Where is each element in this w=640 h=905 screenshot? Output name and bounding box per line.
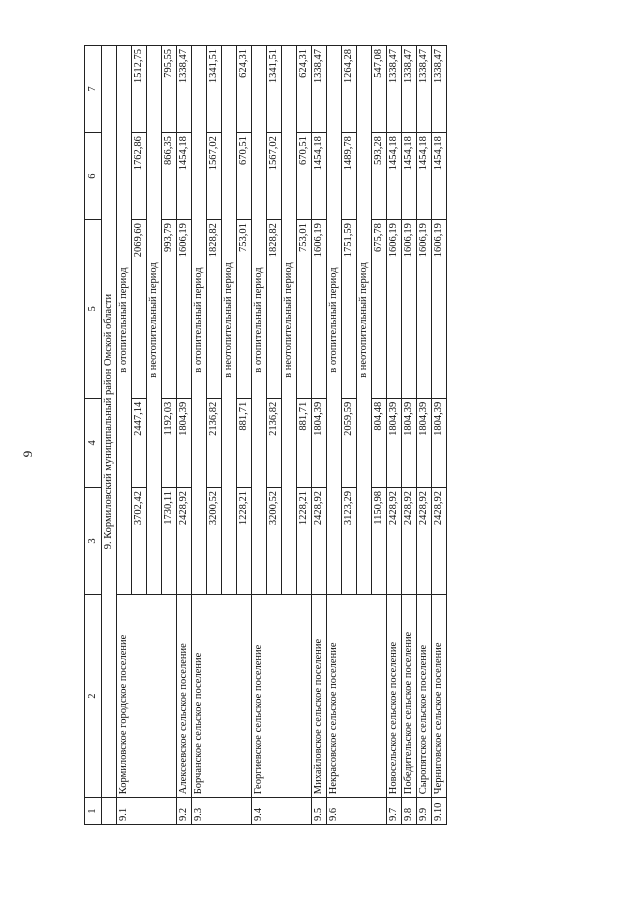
table-row — [117, 46, 132, 825]
row-name: Сыропятское сельское поселение — [417, 595, 432, 798]
value-cell: 881,71 — [297, 398, 312, 487]
row-name: Победительское сельское поселение — [402, 595, 417, 798]
value-cell: 2136,82 — [207, 398, 222, 487]
table-row — [252, 46, 267, 825]
value-cell: 1751,59 — [342, 220, 357, 399]
value-cell: 1828,82 — [267, 220, 282, 399]
value-cell: 1454,18 — [177, 133, 192, 220]
value-cell: 2428,92 — [177, 487, 192, 594]
period-label-nonheating: в неотопительный период — [282, 46, 297, 595]
row-name: Некрасовское сельское поселение — [327, 595, 387, 798]
header-cell: 2 — [85, 595, 102, 798]
period-label-nonheating: в неотопительный период — [147, 46, 162, 595]
value-cell: 2428,92 — [432, 487, 447, 594]
value-cell: 1454,18 — [402, 133, 417, 220]
value-cell: 3123,29 — [342, 487, 357, 594]
section-row — [102, 46, 117, 825]
period-label-nonheating: в неотопительный период — [357, 46, 372, 595]
row-index: 9.6 — [327, 798, 387, 825]
table-row — [312, 46, 327, 825]
value-cell: 1606,19 — [402, 220, 417, 399]
value-cell: 1804,39 — [432, 398, 447, 487]
value-cell: 624,31 — [297, 46, 312, 133]
value-cell: 1804,39 — [387, 398, 402, 487]
header-cell: 4 — [85, 398, 102, 487]
row-index: 9.9 — [417, 798, 432, 825]
value-cell: 1338,47 — [312, 46, 327, 133]
value-cell: 1228,21 — [237, 487, 252, 594]
row-name: Борчанское сельское поселение — [192, 595, 252, 798]
value-cell: 1454,18 — [432, 133, 447, 220]
header-row — [85, 46, 102, 825]
value-cell: 1804,39 — [402, 398, 417, 487]
value-cell: 1454,18 — [417, 133, 432, 220]
row-name: Черниговское сельское поселение — [432, 595, 447, 798]
value-cell: 2069,60 — [132, 220, 147, 399]
table-row — [177, 46, 192, 825]
rotated-table-container — [84, 45, 554, 825]
value-cell: 1804,39 — [177, 398, 192, 487]
row-name: Кормиловское городское поселение — [117, 595, 177, 798]
value-cell: 1338,47 — [387, 46, 402, 133]
value-cell: 1338,47 — [417, 46, 432, 133]
table-row — [432, 46, 447, 825]
value-cell: 1338,47 — [177, 46, 192, 133]
value-cell: 670,51 — [237, 133, 252, 220]
row-index: 9.7 — [387, 798, 402, 825]
value-cell: 2447,14 — [132, 398, 147, 487]
value-cell: 1606,19 — [417, 220, 432, 399]
value-cell: 1228,21 — [297, 487, 312, 594]
value-cell: 1338,47 — [402, 46, 417, 133]
table-row — [327, 46, 342, 825]
page-number: 9 — [20, 450, 35, 458]
header-cell: 7 — [85, 46, 102, 133]
value-cell: 1489,78 — [342, 133, 357, 220]
value-cell: 1828,82 — [207, 220, 222, 399]
value-cell: 1338,47 — [432, 46, 447, 133]
value-cell: 2428,92 — [387, 487, 402, 594]
table-row — [417, 46, 432, 825]
section-title: 9. Кормиловский муниципальный район Омской области — [102, 46, 117, 798]
period-label-nonheating: в неотопительный период — [222, 46, 237, 595]
value-cell: 1567,02 — [207, 133, 222, 220]
value-cell: 1150,98 — [372, 487, 387, 594]
row-index: 9.5 — [312, 798, 327, 825]
value-cell: 753,01 — [297, 220, 312, 399]
value-cell: 3200,52 — [267, 487, 282, 594]
row-index: 9.3 — [192, 798, 252, 825]
value-cell: 804,48 — [372, 398, 387, 487]
value-cell: 2428,92 — [402, 487, 417, 594]
value-cell: 1341,51 — [267, 46, 282, 133]
value-cell: 993,79 — [162, 220, 177, 399]
row-name: Алексеевское сельское поселение — [177, 595, 192, 798]
row-index: 9.8 — [402, 798, 417, 825]
value-cell: 1454,18 — [312, 133, 327, 220]
value-cell: 1804,39 — [312, 398, 327, 487]
tariff-table — [84, 45, 447, 825]
table-body — [85, 46, 447, 825]
value-cell: 2059,59 — [342, 398, 357, 487]
value-cell: 866,35 — [162, 133, 177, 220]
value-cell: 2136,82 — [267, 398, 282, 487]
value-cell: 1454,18 — [387, 133, 402, 220]
period-label-heating: в отопительный период — [192, 46, 207, 595]
value-cell: 1512,75 — [132, 46, 147, 133]
table-row — [402, 46, 417, 825]
value-cell: 2428,92 — [417, 487, 432, 594]
value-cell: 881,71 — [237, 398, 252, 487]
row-index: 9.4 — [252, 798, 312, 825]
value-cell: 670,51 — [297, 133, 312, 220]
header-cell: 1 — [85, 798, 102, 825]
value-cell: 593,28 — [372, 133, 387, 220]
value-cell: 1606,19 — [432, 220, 447, 399]
header-cell: 3 — [85, 487, 102, 594]
value-cell: 1730,11 — [162, 487, 177, 594]
header-cell: 5 — [85, 220, 102, 399]
value-cell: 675,78 — [372, 220, 387, 399]
value-cell: 547,08 — [372, 46, 387, 133]
value-cell: 1192,03 — [162, 398, 177, 487]
table-row — [387, 46, 402, 825]
value-cell: 753,01 — [237, 220, 252, 399]
value-cell: 795,55 — [162, 46, 177, 133]
period-label-heating: в отопительный период — [117, 46, 132, 595]
value-cell: 1341,51 — [207, 46, 222, 133]
value-cell: 1567,02 — [267, 133, 282, 220]
section-index-cell — [102, 798, 117, 825]
period-label-heating: в отопительный период — [327, 46, 342, 595]
header-cell: 6 — [85, 133, 102, 220]
value-cell: 3200,52 — [207, 487, 222, 594]
row-index: 9.2 — [177, 798, 192, 825]
value-cell: 2428,92 — [312, 487, 327, 594]
value-cell: 1264,28 — [342, 46, 357, 133]
value-cell: 1606,19 — [177, 220, 192, 399]
row-index: 9.1 — [117, 798, 177, 825]
period-label-heating: в отопительный период — [252, 46, 267, 595]
row-name: Георгиевское сельское поселение — [252, 595, 312, 798]
value-cell: 1606,19 — [387, 220, 402, 399]
table-row — [192, 46, 207, 825]
row-index: 9.10 — [432, 798, 447, 825]
value-cell: 3702,42 — [132, 487, 147, 594]
row-name: Михайловское сельское поселение — [312, 595, 327, 798]
value-cell: 624,31 — [237, 46, 252, 133]
row-name: Новосельское сельское поселение — [387, 595, 402, 798]
value-cell: 1762,86 — [132, 133, 147, 220]
value-cell: 1606,19 — [312, 220, 327, 399]
value-cell: 1804,39 — [417, 398, 432, 487]
